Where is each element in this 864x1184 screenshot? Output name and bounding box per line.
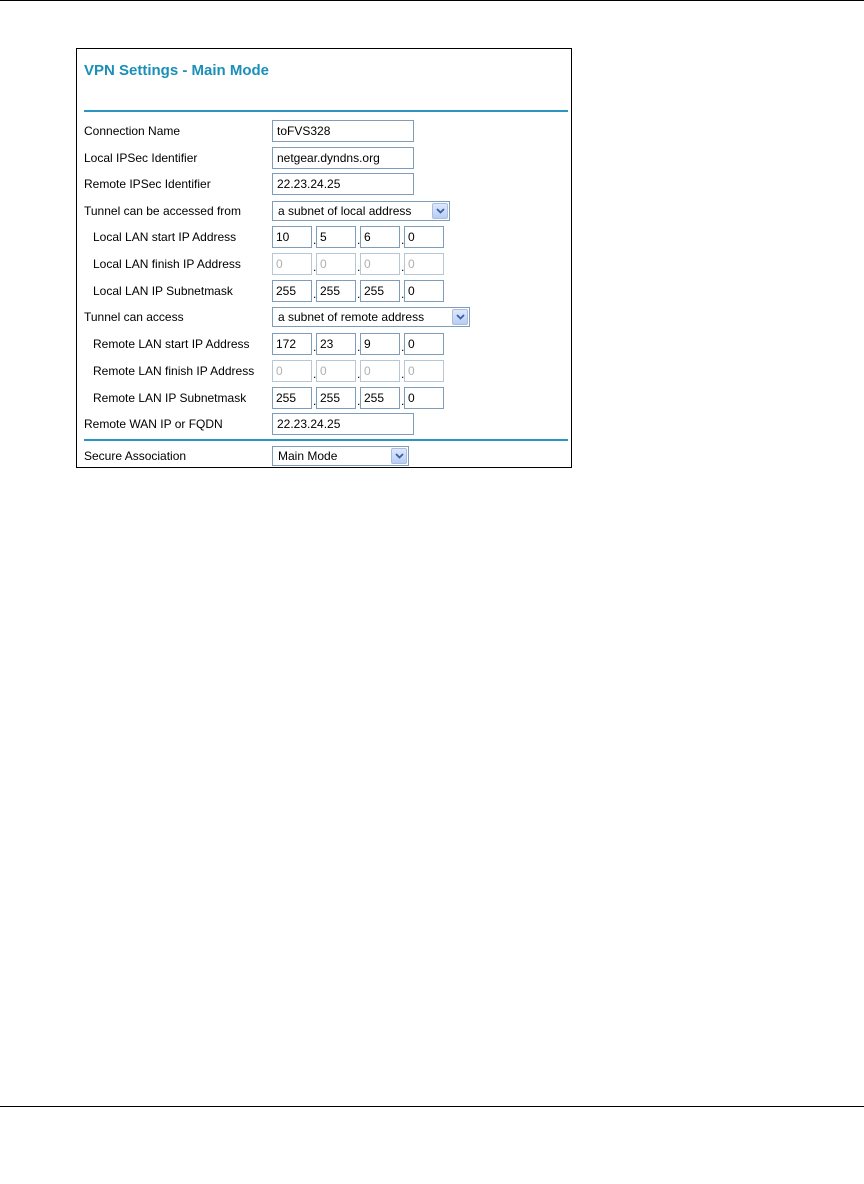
ip-octet-input[interactable]: [316, 280, 356, 302]
remote-ipsec-identifier-label: Remote IPSec Identifier: [84, 177, 211, 191]
ip-octet-input[interactable]: [272, 280, 312, 302]
ip-dot: .: [313, 287, 317, 301]
ip-octet-input[interactable]: [316, 333, 356, 355]
connection-name-label: Connection Name: [84, 124, 181, 138]
ip-dot: .: [313, 367, 317, 381]
local-lan-subnetmask-ip: [272, 280, 452, 302]
ip-dot: .: [401, 233, 405, 247]
ip-dot: .: [401, 394, 405, 408]
remote-lan-start-ip: [272, 333, 452, 355]
ip-octet-input[interactable]: [360, 280, 400, 302]
ip-octet-input-disabled: [272, 253, 312, 275]
vpn-settings-panel: [76, 48, 572, 468]
ip-octet-input-disabled: [360, 253, 400, 275]
connection-name-input[interactable]: [272, 120, 414, 142]
ip-octet-input[interactable]: [404, 333, 444, 355]
remote-wan-label: Remote WAN IP or FQDN: [84, 417, 223, 431]
ip-octet-input[interactable]: [360, 333, 400, 355]
ip-octet-input[interactable]: [404, 226, 444, 248]
ip-dot: .: [401, 287, 405, 301]
ip-dot: .: [357, 340, 361, 354]
ip-octet-input[interactable]: [272, 333, 312, 355]
ip-dot: .: [313, 340, 317, 354]
local-lan-finish-row: [77, 253, 571, 277]
ip-octet-input[interactable]: [404, 280, 444, 302]
tunnel-accessed-from-label: Tunnel can be accessed from: [84, 204, 241, 218]
ip-dot: .: [357, 394, 361, 408]
remote-lan-start-label: Remote LAN start IP Address: [93, 337, 250, 351]
secure-association-row: [77, 445, 571, 469]
chevron-down-icon[interactable]: [432, 203, 448, 219]
ip-octet-input[interactable]: [316, 387, 356, 409]
remote-wan-input[interactable]: [272, 413, 414, 435]
remote-lan-subnetmask-label: Remote LAN IP Subnetmask: [93, 391, 247, 405]
secure-association-select[interactable]: [272, 446, 409, 466]
ip-octet-input-disabled: [316, 253, 356, 275]
ip-dot: .: [313, 394, 317, 408]
ip-dot: .: [357, 260, 361, 274]
ip-dot: .: [357, 287, 361, 301]
remote-ipsec-identifier-row: [77, 173, 571, 197]
title-separator: [84, 110, 568, 112]
remote-lan-finish-ip: [272, 360, 452, 382]
local-lan-subnetmask-row: [77, 280, 571, 304]
tunnel-accessed-from-value: a subnet of local address: [278, 204, 412, 218]
tunnel-accessed-from-select[interactable]: [272, 201, 450, 221]
ip-dot: .: [401, 340, 405, 354]
tunnel-can-access-label: Tunnel can access: [84, 310, 184, 324]
tunnel-can-access-value: a subnet of remote address: [278, 310, 425, 324]
remote-wan-row: [77, 413, 571, 437]
ip-octet-input[interactable]: [316, 226, 356, 248]
remote-lan-finish-label: Remote LAN finish IP Address: [93, 364, 255, 378]
ip-dot: .: [401, 260, 405, 274]
tunnel-accessed-from-row: [77, 200, 571, 224]
chevron-down-icon[interactable]: [391, 448, 407, 464]
section-separator: [84, 439, 568, 441]
remote-lan-subnetmask-row: [77, 387, 571, 411]
ip-dot: .: [401, 367, 405, 381]
secure-association-label: Secure Association: [84, 449, 187, 463]
remote-lan-finish-row: [77, 360, 571, 384]
local-lan-start-ip: [272, 226, 452, 248]
local-ipsec-identifier-label: Local IPSec Identifier: [84, 151, 198, 165]
secure-association-value: Main Mode: [278, 449, 338, 463]
ip-octet-input-disabled: [360, 360, 400, 382]
ip-octet-input[interactable]: [404, 387, 444, 409]
ip-octet-input[interactable]: [360, 226, 400, 248]
local-lan-subnetmask-label: Local LAN IP Subnetmask: [93, 284, 233, 298]
local-ipsec-identifier-input[interactable]: [272, 147, 414, 169]
ip-octet-input[interactable]: [360, 387, 400, 409]
ip-octet-input-disabled: [404, 253, 444, 275]
ip-octet-input-disabled: [316, 360, 356, 382]
connection-name-row: [77, 120, 571, 144]
page-top-rule: [0, 0, 864, 1]
ip-octet-input-disabled: [404, 360, 444, 382]
remote-lan-subnetmask-ip: [272, 387, 452, 409]
local-lan-start-label: Local LAN start IP Address: [93, 230, 237, 244]
remote-lan-start-row: [77, 333, 571, 357]
chevron-down-icon[interactable]: [452, 309, 468, 325]
local-lan-start-row: [77, 226, 571, 250]
tunnel-can-access-row: [77, 306, 571, 330]
ip-dot: .: [313, 233, 317, 247]
page-bottom-rule: [0, 1106, 864, 1107]
tunnel-can-access-select[interactable]: [272, 307, 470, 327]
ip-dot: .: [313, 260, 317, 274]
ip-octet-input[interactable]: [272, 226, 312, 248]
remote-ipsec-identifier-input[interactable]: [272, 173, 414, 195]
ip-octet-input-disabled: [272, 360, 312, 382]
local-ipsec-identifier-row: [77, 147, 571, 171]
local-lan-finish-ip: [272, 253, 452, 275]
ip-dot: .: [357, 367, 361, 381]
local-lan-finish-label: Local LAN finish IP Address: [93, 257, 241, 271]
ip-dot: .: [357, 233, 361, 247]
page-title: VPN Settings - Main Mode: [84, 62, 270, 79]
ip-octet-input[interactable]: [272, 387, 312, 409]
